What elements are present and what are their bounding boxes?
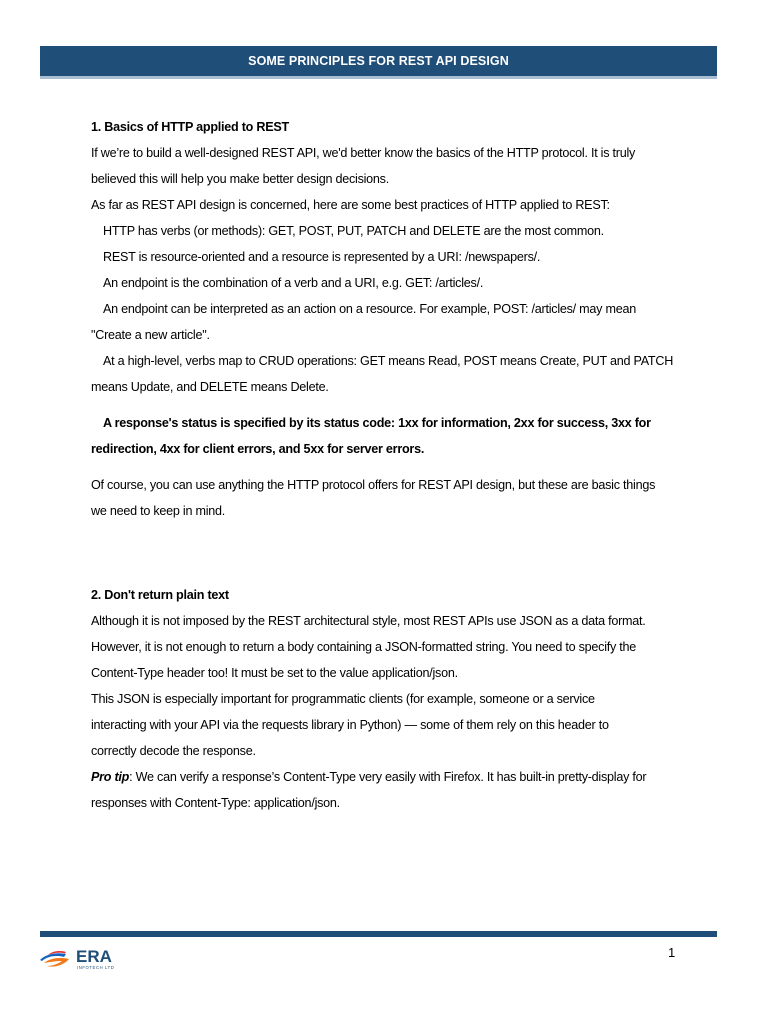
paragraph-line: "Create a new article".	[91, 328, 210, 342]
pro-tip-text: : We can verify a response’s Content-Type very easily with Firefox. It has built-in pretty-display for	[129, 770, 647, 784]
practice-item-endpoint: An endpoint is the combination of a verb and a URI, e.g. GET: /articles/.	[103, 276, 484, 290]
document-body	[91, 114, 691, 816]
paragraph-line: This JSON is especially important for programmatic clients (for example, someone or a service	[91, 692, 595, 706]
logo-subtext: INFOTECH LTD	[77, 965, 115, 970]
pro-tip-label: Pro tip	[91, 770, 130, 784]
practice-item-crud: At a high-level, verbs map to CRUD operations: GET means Read, POST means Create, PUT and PATCH	[103, 354, 674, 368]
era-infotech-logo	[38, 943, 148, 971]
page-title: SOME PRINCIPLES FOR REST API DESIGN	[248, 54, 509, 68]
paragraph-line: Content-Type header too! It must be set to the value application/json.	[91, 666, 458, 680]
practice-item-status: A response's status is specified by its status code: 1xx for information, 2xx for success, 3xx for	[103, 416, 651, 430]
swoosh-e-icon	[40, 951, 69, 967]
header-banner	[40, 46, 717, 79]
practice-item-action: An endpoint can be interpreted as an action on a resource. For example, POST: /articles/ may mean	[103, 302, 636, 316]
paragraph-line: Of course, you can use anything the HTTP protocol offers for REST API design, but these are basic things	[91, 478, 656, 492]
paragraph-line: believed this will help you make better design decisions.	[91, 172, 389, 186]
paragraph-line: responses with Content-Type: application/json.	[91, 796, 340, 810]
paragraph-line: interacting with your API via the requests library in Python) — some of them rely on this header to	[91, 718, 609, 732]
paragraph-line: As far as REST API design is concerned, here are some best practices of HTTP applied to REST:	[91, 198, 610, 212]
paragraph-line: Although it is not imposed by the REST architectural style, most REST APIs use JSON as a data format.	[91, 614, 646, 628]
section-1-heading: 1. Basics of HTTP applied to REST	[91, 120, 289, 134]
practice-item-verbs: HTTP has verbs (or methods): GET, POST, PUT, PATCH and DELETE are the most common.	[103, 224, 604, 238]
paragraph-line: If we’re to build a well-designed REST API, we'd better know the basics of the HTTP protocol. It is truly	[91, 146, 636, 160]
logo-wordmark: ERA	[76, 947, 112, 966]
paragraph-line: However, it is not enough to return a body containing a JSON-formatted string. You need to specify the	[91, 640, 637, 654]
practice-item-resource: REST is resource-oriented and a resource is represented by a URI: /newspapers/.	[103, 250, 541, 264]
pro-tip-line	[91, 764, 691, 790]
section-2-heading: 2. Don't return plain text	[91, 588, 229, 602]
paragraph-line: correctly decode the response.	[91, 744, 256, 758]
page-number: 1	[668, 945, 676, 960]
paragraph-line: we need to keep in mind.	[91, 504, 226, 518]
paragraph-line: means Update, and DELETE means Delete.	[91, 380, 329, 394]
footer-rule	[40, 931, 717, 937]
paragraph-line: redirection, 4xx for client errors, and 5xx for server errors.	[91, 442, 425, 456]
